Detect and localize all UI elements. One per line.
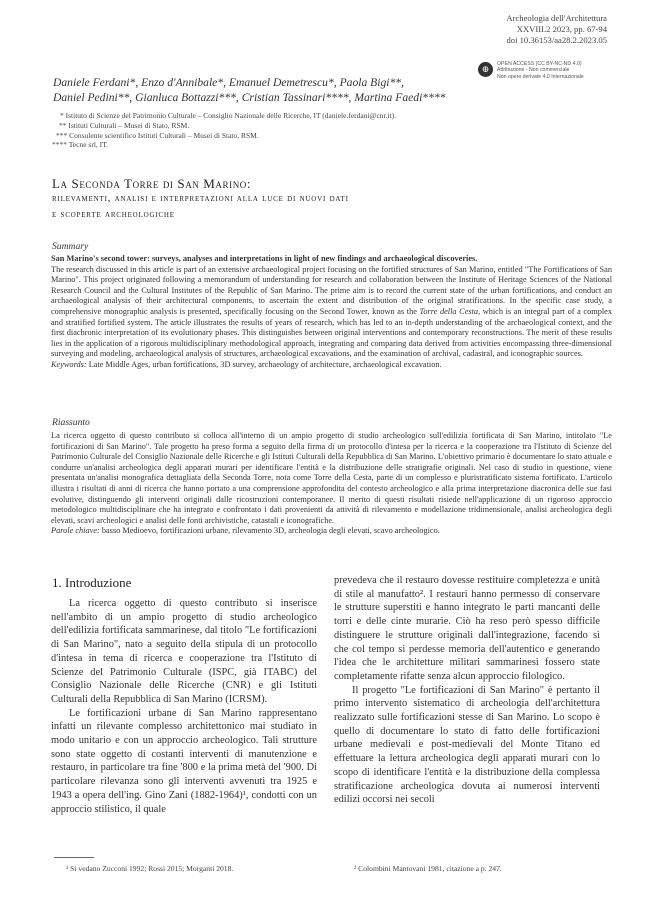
footnote-1: ¹ Si vedano Zucconi 1992; Rossi 2015; Morganti 2018. xyxy=(66,864,234,873)
journal-name: Archeologia dell'Architettura xyxy=(506,13,607,23)
summary-body xyxy=(51,254,612,371)
subtitle-line-1: rilevamenti, analisi e interpretazioni alla luce di nuovi dati xyxy=(52,193,349,204)
open-access-icon: ⊕ xyxy=(478,62,493,77)
affiliation-1: * Istituto di Scienze del Patrimonio Culturale – Consiglio Nazionale delle Ricerche, IT (daniele.ferdani@cnr.it). xyxy=(60,111,397,120)
authors-line-2: Daniel Pedini**, Gianluca Bottazzi***, Cristian Tassinari****, Martina Faedi**** xyxy=(53,91,446,104)
summary-heading: Summary xyxy=(52,241,89,252)
affiliation-2: ** Istituti Culturali – Musei di Stato, RSM. xyxy=(59,120,190,130)
affiliation-3: *** Consulente scientifico Istituti Culturali – Musei di Stato, RSM. xyxy=(56,130,259,140)
riassunto-keywords: Parole chiave: basso Medioevo, fortificazioni urbane, rilevamento 3D, archeologia degli elevati, scavo archeologico. xyxy=(51,526,440,536)
paragraph: prevedeva che il restauro dovesse restituire completezza e unità di stile al manufatto². I restauri hanno permesso di conservare le strutture superstiti e hanno integrato le parti mancanti delle torri e delle cinte murarie. Ciò ha reso però spesso difficile distinguere le strutture originali dall'integrazione, facendo sì che col tempo si perdesse memoria dell'autentico e generando l'idea che le architetture militari sammarinesi fossero state completamente rifatte senza alcun approccio filologico. xyxy=(334,575,600,682)
journal-doi[interactable]: doi 10.36153/aa28.2.2023.05 xyxy=(506,35,607,46)
journal-info xyxy=(387,13,607,47)
authors-line-1: Daniele Ferdani*, Enzo d'Annibale*, Emanuel Demetrescu*, Paola Bigi**, xyxy=(53,76,404,89)
riassunto-text: La ricerca oggetto di questo contributo si colloca all'interno di un ampio progetto di studio archeologico sull'edilizia fortificata di San Marino, intitolato "Le fortificazioni di San Marino". Tale progetto ha preso forma a seguito della firma di un protocollo d'intesa per la ricerca e la cooperazione tra l'Istituto di Scienze del Patrimonio Culturale del Consiglio Nazionale delle Ricerche e gli Istituti Culturali della Repubblica di San Marino. L'obiettivo primario è documentare lo stato attuale e condurre un'analisi archeologica degli apparati murari per identificare l'entità e la distribuzione delle stratigrafie originali. Nel caso di studio in questione, viene presentata un'analisi monografica dettagliata della Seconda Torre, nota come Torre della Cesta, parte di un complesso e pluristratificato sistema fortificato. L'articolo illustra i risultati di anni di ricerca che hanno portato a una comprensione approfondita del contesto archeologico e alla prima interpretazione diacronica delle sue fasi evolutive, distinguendo gli interventi originali dalle ricostruzioni contemporanee. Il merito di questi risultati risiede nell'applicazione di un rigoroso approccio metodologico multidisciplinare che ha integrato e confrontato i dati provenienti da attività di rilevamento e modellazione tridimensionale, analisi archeologica degli elevati, scavi archeologici e analisi delle fonti archivistiche, catastali e iconografiche. xyxy=(51,431,612,525)
license-line: OPEN ACCESS (CC BY-NC-ND 4.0) xyxy=(497,61,582,67)
paragraph: Il progetto "Le fortificazioni di San Marino" è pertanto il primo intervento sistematico di archeologia dell'architettura realizzato sulle fortificazioni stesse di San Marino. Lo scopo è quello di documentare lo stato di fatto delle fortificazioni urbane medievali e post-medievali del Monte Titano ed effettuare la lettura archeologica degli apparati murari con lo scopo di identificare l'entità e la distribuzione della complessa stratificazione archeologica dovuta ai numerosi interventi edilizi occorsi nei secoli xyxy=(334,684,600,806)
riassunto-body xyxy=(51,431,612,537)
license-line: Non opere derivate 4.0 Internazionale xyxy=(497,73,584,80)
text-column-right xyxy=(334,574,600,807)
summary-title: San Marino's second tower: surveys, analyses and interpretations in light of new findings and archaeological discoveries. xyxy=(51,254,478,263)
footnote-2: ² Colombini Mantovani 1981, citazione a p. 247. xyxy=(354,864,502,873)
paragraph: La ricerca oggetto di questo contributo si inserisce nell'ambito di un ampio progetto di studio archeologico dell'edilizia fortificata sammarinese, dal titolo "Le fortificazioni di San Marino", nato a seguito della stipula di un protocollo d'intesa in tema di ricerca e cooperazione tra l'Istituto di Scienze del Patrimonio Culturale (ISPC, già ITABC) del Consiglio Nazionale delle Ricerche (CNR) e gli Istituti Culturali della Repubblica di San Marino (ICRSM). xyxy=(51,598,317,705)
license-block[interactable] xyxy=(478,61,608,92)
summary-keywords: Keywords: Late Middle Ages, urban fortifications, 3D survey, archaeology of architecture, archaeological excavation. xyxy=(51,359,442,369)
affiliation-4: **** Tecne srl, IT. xyxy=(52,140,109,150)
footnote-divider xyxy=(54,857,94,858)
journal-volume: XXVIII.2 2023, pp. 67-94 xyxy=(516,24,607,35)
subtitle-line-2: e scoperte archeologiche xyxy=(52,209,175,220)
summary-text: The research discussed in this article is part of an extensive archaeological project focusing on the fortified structures of San Marino, entitled "The Fortifications of San Marino". This project originated following a memorandum of understanding for research and collaboration between the Institute of Heritage Sciences of the National Research Council and the Cultural Institutes of the Republic of San Marino. The prime aim is to record the current state of the urban fortifications, and conduct an archaeological analysis of their architectural components, to ascertain the extent and distribution of the original stratifications. In the specific case study, a comprehensive monographic analysis is presented, specifically focusing on the Second Tower, known as the Torre della Cesta, which is an integral part of a complex and stratified fortified system. The article illustrates the results of years of research, which has led to an in-depth understanding of the archaeological context, and the first diachronic interpretation of its evolutionary phases. This distinguishes between original interventions and contemporary reconstructions. The merit of these results lies in the application of a rigorous multidisciplinary methodological approach, integrating and comparing data derived from activities encompassing three-dimensional surveying and modeling, archaeological analysis of structures, archaeological excavations, and the examination of archival, cadastral, and iconographic sources. xyxy=(51,264,612,359)
affiliations xyxy=(52,111,512,150)
article-title: La Seconda Torre di San Marino: xyxy=(52,176,252,191)
license-line: Attribuzione - Non commerciale xyxy=(497,67,570,74)
section-heading: 1. Introduzione xyxy=(52,575,132,590)
paragraph: Le fortificazioni urbane di San Marino rappresentano infatti un rilevante complesso architettonico mai studiato in modo unitario e con un approccio archeologico. Tali strutture sono state oggetto di costanti interventi di manutenzione e restauro, in particolare tra fine '800 e la prima metà del '900. Di particolare rilevanza sono gli interventi avvenuti tra 1925 e 1943 a opera dell'ing. Gino Zani (1882-1964)¹, condotti con un approccio stilistico, il quale xyxy=(51,707,317,815)
riassunto-heading: Riassunto xyxy=(52,417,90,428)
text-column-left xyxy=(51,597,317,816)
article-subtitle xyxy=(52,191,472,223)
author-list xyxy=(53,75,473,105)
license-text xyxy=(497,61,612,80)
